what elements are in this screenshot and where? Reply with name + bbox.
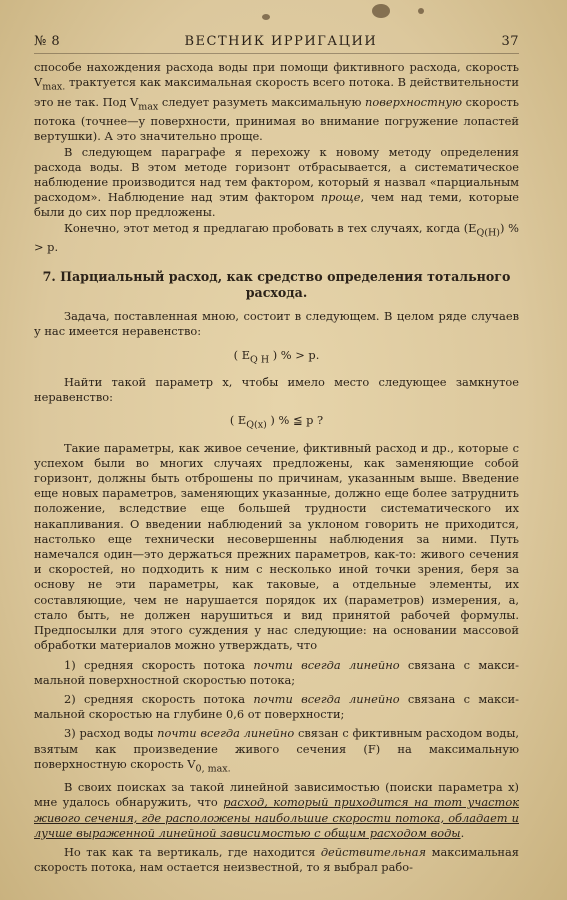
- journal-title: ВЕСТНИК ИРРИГАЦИИ: [184, 34, 378, 49]
- paragraph-7: В своих поисках за такой линейной зависимостью (поиски параметра x) мне удалось обнаружить, что расход, который приходится на тот участок живого сечения, где расположены наибольшие скорости потока, обладает и лучше выраженной линейной зависимостью с общим расходом воды.: [34, 780, 519, 840]
- paragraph-8: Но так как та вертикаль, где находится действительная максимальная скорость потока, нам остается неизвестной, то я выбрал рабо-: [34, 845, 519, 875]
- ink-stain: [262, 14, 270, 20]
- issue-number: № 8: [34, 34, 61, 49]
- list-item-1: 1) средняя скорость потока почти всегда линейно связана с максимальной поверхностной скоростью потока;: [34, 657, 519, 687]
- section-heading: 7. Парциальный расход, как средство определения тотального расхода.: [42, 269, 511, 301]
- list-item-2: 2) средняя скорость потока почти всегда линейно связана с максимальной скоростью на глубине 0,6 от поверхности;: [34, 691, 519, 722]
- page-header: [34, 34, 519, 54]
- paragraph-2: В следующем параграфе я перехожу к новому методу определения расхода воды. В этом методе горизонт отбрасывается, а систематическое наблюдение производится над тем фактором, который я назвал «парциальным расходом». Наблюдение над этим фактором проще, чем над теми, которые были до сих пор предложены.: [34, 144, 519, 220]
- list-item-3: 3) расход воды почти всегда линейно связан с фиктивным расходом воды, взятым как произведение живого сечения (F) на максимальную поверхностную скорость $V_{0, max.}$: [34, 726, 519, 774]
- page-number: 37: [501, 34, 519, 49]
- paragraph-1: способе нахождения расхода воды при помощи фиктивного расхода, скорость $V_{max.}$ трактуется как максимальная скорость всего потока. В действительности это не так. Под $V_{max}$ следует разуметь максимальную поверхностную скорость потока (точнее—у поверхности, принимая во внимание погружение лопастей вертушки). А это значительно проще.: [34, 60, 519, 144]
- paragraph-5: Найти такой параметр x, чтобы имело место следующее замкнутое неравенство:: [34, 374, 519, 405]
- paragraph-4: Задача, поставленная мною, состоит в следующем. В целом ряде случаев у нас имеется неравенство:: [34, 309, 519, 339]
- formula-1: ( $E_{Q H}$ ) % > p.: [233, 347, 320, 365]
- formula-2: ( $E_{Q(x)}$ ) % ≦ p ?: [229, 413, 324, 431]
- paragraph-6: Такие параметры, как живое сечение, фиктивный расход и др., которые с успехом были во многих случаях предложены, как заменяющие собой горизонт, должны быть отброшены по причинам, указанным выше. Введение еще новых параметров, заменяющих указанные, должно еще более затруднить положение, вследствие еще большей трудности систематического их накапливания. О введении наблюдений за уклоном говорить не приходится, настолько еще технически несовершенны наблюдения за ними. Путь намечался один—это держаться прежних параметров, как-то: живого сечения и скоростей, но подходить к ним с несколько иной точки зрения, беря за основу не эти параметры, как таковые, а отдельные элементы, их составляющие, чем не нарушается порядок их (параметров) измерения, а, стало быть, не должен нарушиться и вид принятой рабочей формулы. Предпосылки для этого суждения у нас следующие: на основании массовой обработки материалов можно утверждать, что: [34, 440, 519, 653]
- ink-stain: [372, 4, 390, 18]
- ink-stain: [418, 8, 424, 14]
- paragraph-3: Конечно, этот метод я предлагаю пробовать в тех случаях, когда $(E_{Q(H)})$ % > p.: [34, 220, 519, 255]
